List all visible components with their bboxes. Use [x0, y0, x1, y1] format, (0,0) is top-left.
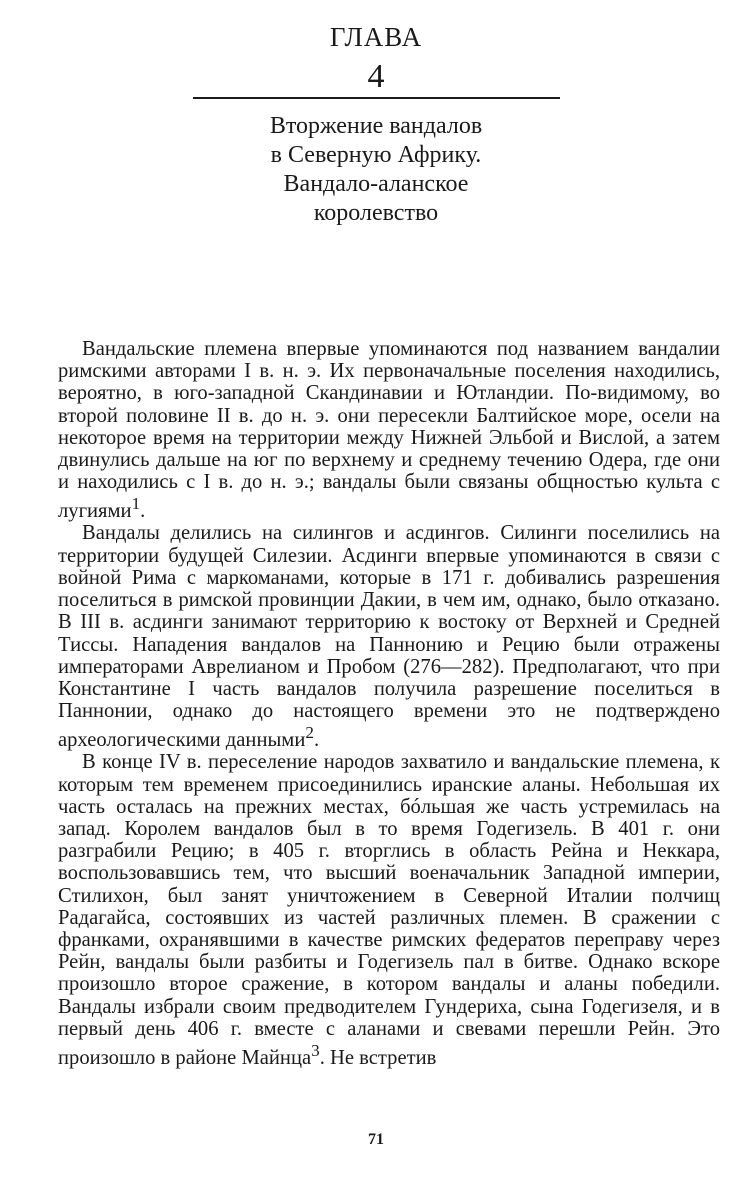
body-text: [58, 338, 720, 1069]
chapter-label: ГЛАВА: [329, 22, 423, 52]
page-number: 71: [368, 1131, 384, 1148]
chapter-title-line: в Северную Африку.: [270, 142, 482, 168]
footnote-marker[interactable]: 1: [131, 494, 141, 514]
paragraph-text: Вандалы делились на силингов и асдингов. Силинги поселились на территории будущей Силезии. Асдинги впервые упоминаются в связи с войной Рима с маркоманами, которые в 171 г. добивались разрешения поселиться в римской провинции Дакии, в чем им, однако, было отказано. В III в. асдинги занимают территорию к востоку от Верхней и Средней Тиссы. Нападения вандалов на Паннонию и Рецию были отражены императорами Аврелианом и Пробом (276—282). Предполагают, что при Константине I часть вандалов получила разрешение поселиться в Паннонии, однако до настоящего времени это не подтверждено археологическими данными: [58, 522, 720, 752]
chapter-title-line: Вандало-аланское: [283, 171, 469, 197]
footnote-marker[interactable]: 3: [311, 1041, 320, 1061]
paragraph: [58, 338, 720, 522]
chapter-title-line: королевство: [313, 200, 439, 226]
paragraph-tail: .: [313, 729, 320, 752]
chapter-number: 4: [367, 58, 385, 95]
paragraph-text: В конце IV в. переселение народов захватило и вандальские племена, к которым тем временем присоединились иранские аланы. Небольшая их часть осталась на прежних местах, бóльшая же часть устремилась на запад. Королем вандалов был в то время Годегизель. В 401 г. они разграбили Рецию; в 405 г. вторглись в область Рейна и Неккара, воспользовавшись тем, что высший военачальник Западной империи, Стилихон, был занят уничтожением в Северной Италии полчищ Радагайса, состоявших из частей различных племен. В сражении с франками, охранявшими в качестве римских федератов переправу через Рейн, вандалы были разбиты и Годегизель пал в битве. Однако вскоре произошло второе сражение, в котором вандалы и аланы победили. Вандалы избрали своим предводителем Гундериха, сына Годегизеля, и в первый день 406 г. вместе с аланами и свевами перешли Рейн. Это произошло в районе Майнца: [58, 751, 720, 1069]
chapter-title: [0, 112, 752, 228]
chapter-title-line: Вторжение вандалов: [269, 113, 483, 139]
paragraph: [58, 522, 720, 751]
paragraph-text: Вандальские племена впервые упоминаются под названием вандалии римскими авторами I в. н. э. Их первоначальные поселения находились, вероятно, в юго-западной Скандинавии и Ютландии. По-видимому, во второй половине II в. до н. э. они пересекли Балтийское море, осели на некоторое время на территории между Нижней Эльбой и Вислой, а затем двинулись дальше на юг по верхнему и среднему течению Одера, где они и находились с I в. до н. э.; вандалы были связаны общностью культа с лугиями: [58, 338, 720, 523]
footnote-marker[interactable]: 2: [305, 723, 314, 743]
paragraph: [58, 751, 720, 1069]
paragraph-tail: . Не встретив: [319, 1046, 437, 1069]
chapter-divider: [193, 97, 560, 99]
paragraph-tail: .: [140, 500, 146, 523]
